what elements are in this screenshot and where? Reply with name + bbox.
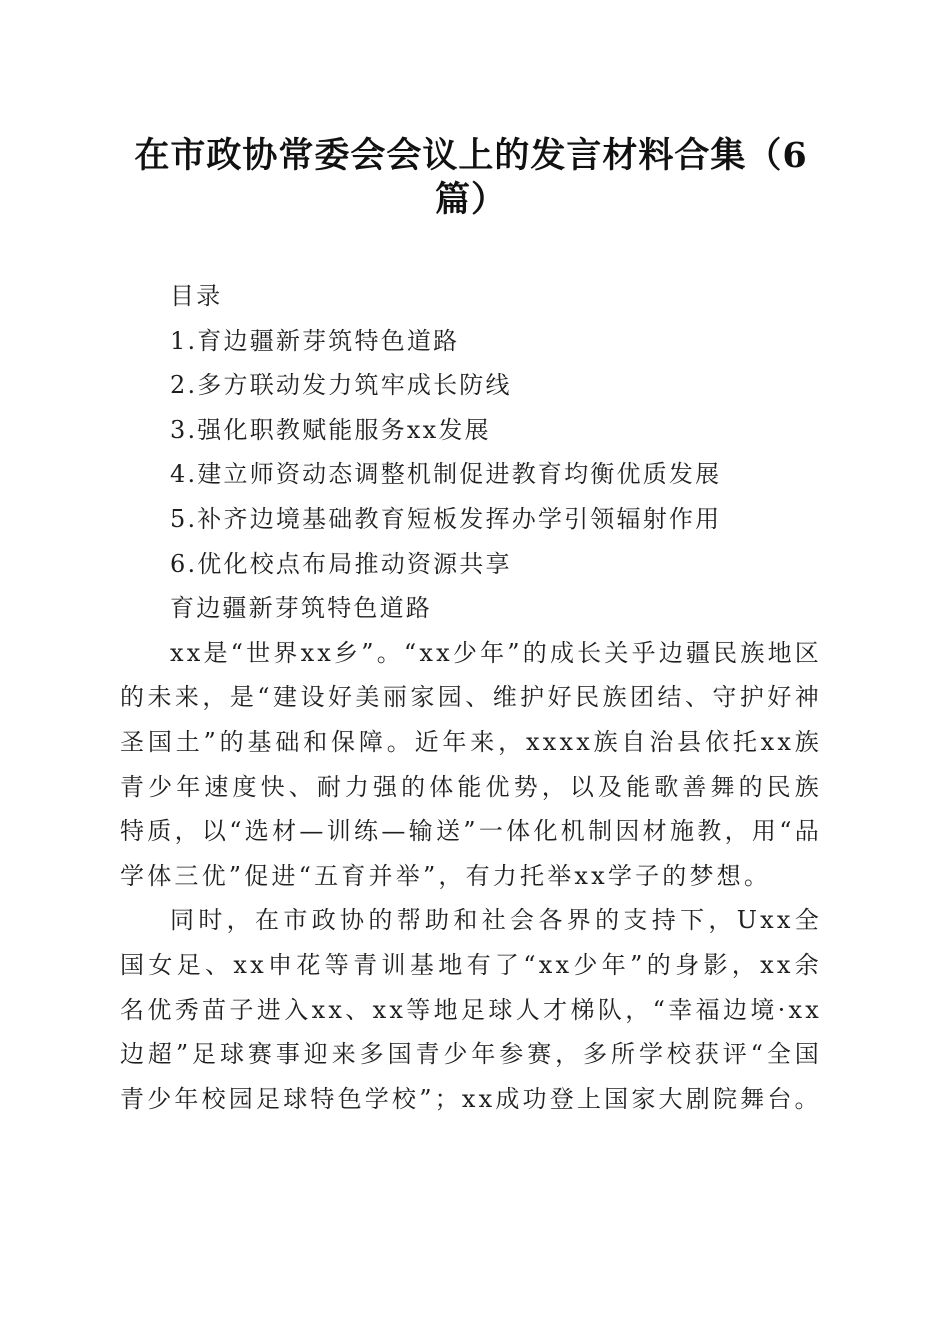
toc-item: 6.优化校点布局推动资源共享: [170, 549, 512, 578]
section-heading: 育边疆新芽筑特色道路: [170, 594, 432, 623]
document-body: [120, 274, 822, 1121]
toc-item: 4.建立师资动态调整机制促进教育均衡优质发展: [170, 460, 722, 489]
toc-item: 5.补齐边境基础教育短板发挥办学引领辐射作用: [170, 504, 722, 533]
body-paragraph: 同时，在市政协的帮助和社会各界的支持下，Uxx全国女足、xx申花等青训基地有了“xx少年”的身影，xx余名优秀苗子进入xx、xx等地足球人才梯队，“幸福边境·xx边超”足球赛事迎来多国青少年参赛，多所学校获评“全国青少年校园足球特色学校”；xx成功登上国家大剧院舞台。: [120, 906, 822, 1113]
toc-item: 2.多方联动发力筑牢成长防线: [170, 371, 512, 400]
document-title: 在市政协常委会会议上的发言材料合集（6篇）: [134, 135, 808, 220]
toc-heading: 目录: [170, 282, 223, 310]
body-paragraph: xx是“世界xx乡”。“xx少年”的成长关乎边疆民族地区的未来，是“建设好美丽家园、维护好民族团结、守护好神圣国土”的基础和保障。近年来，xxxx族自治县依托xx族青少年速度快、耐力强的体能优势，以及能歌善舞的民族特质，以“选材—训练—输送”一体化机制因材施教，用“品学体三优”促进“五育并举”，有力托举xx学子的梦想。: [120, 638, 822, 890]
toc-item: 3.强化职教赋能服务xx发展: [170, 415, 491, 444]
toc-item: 1.育边疆新芽筑特色道路: [170, 326, 460, 355]
